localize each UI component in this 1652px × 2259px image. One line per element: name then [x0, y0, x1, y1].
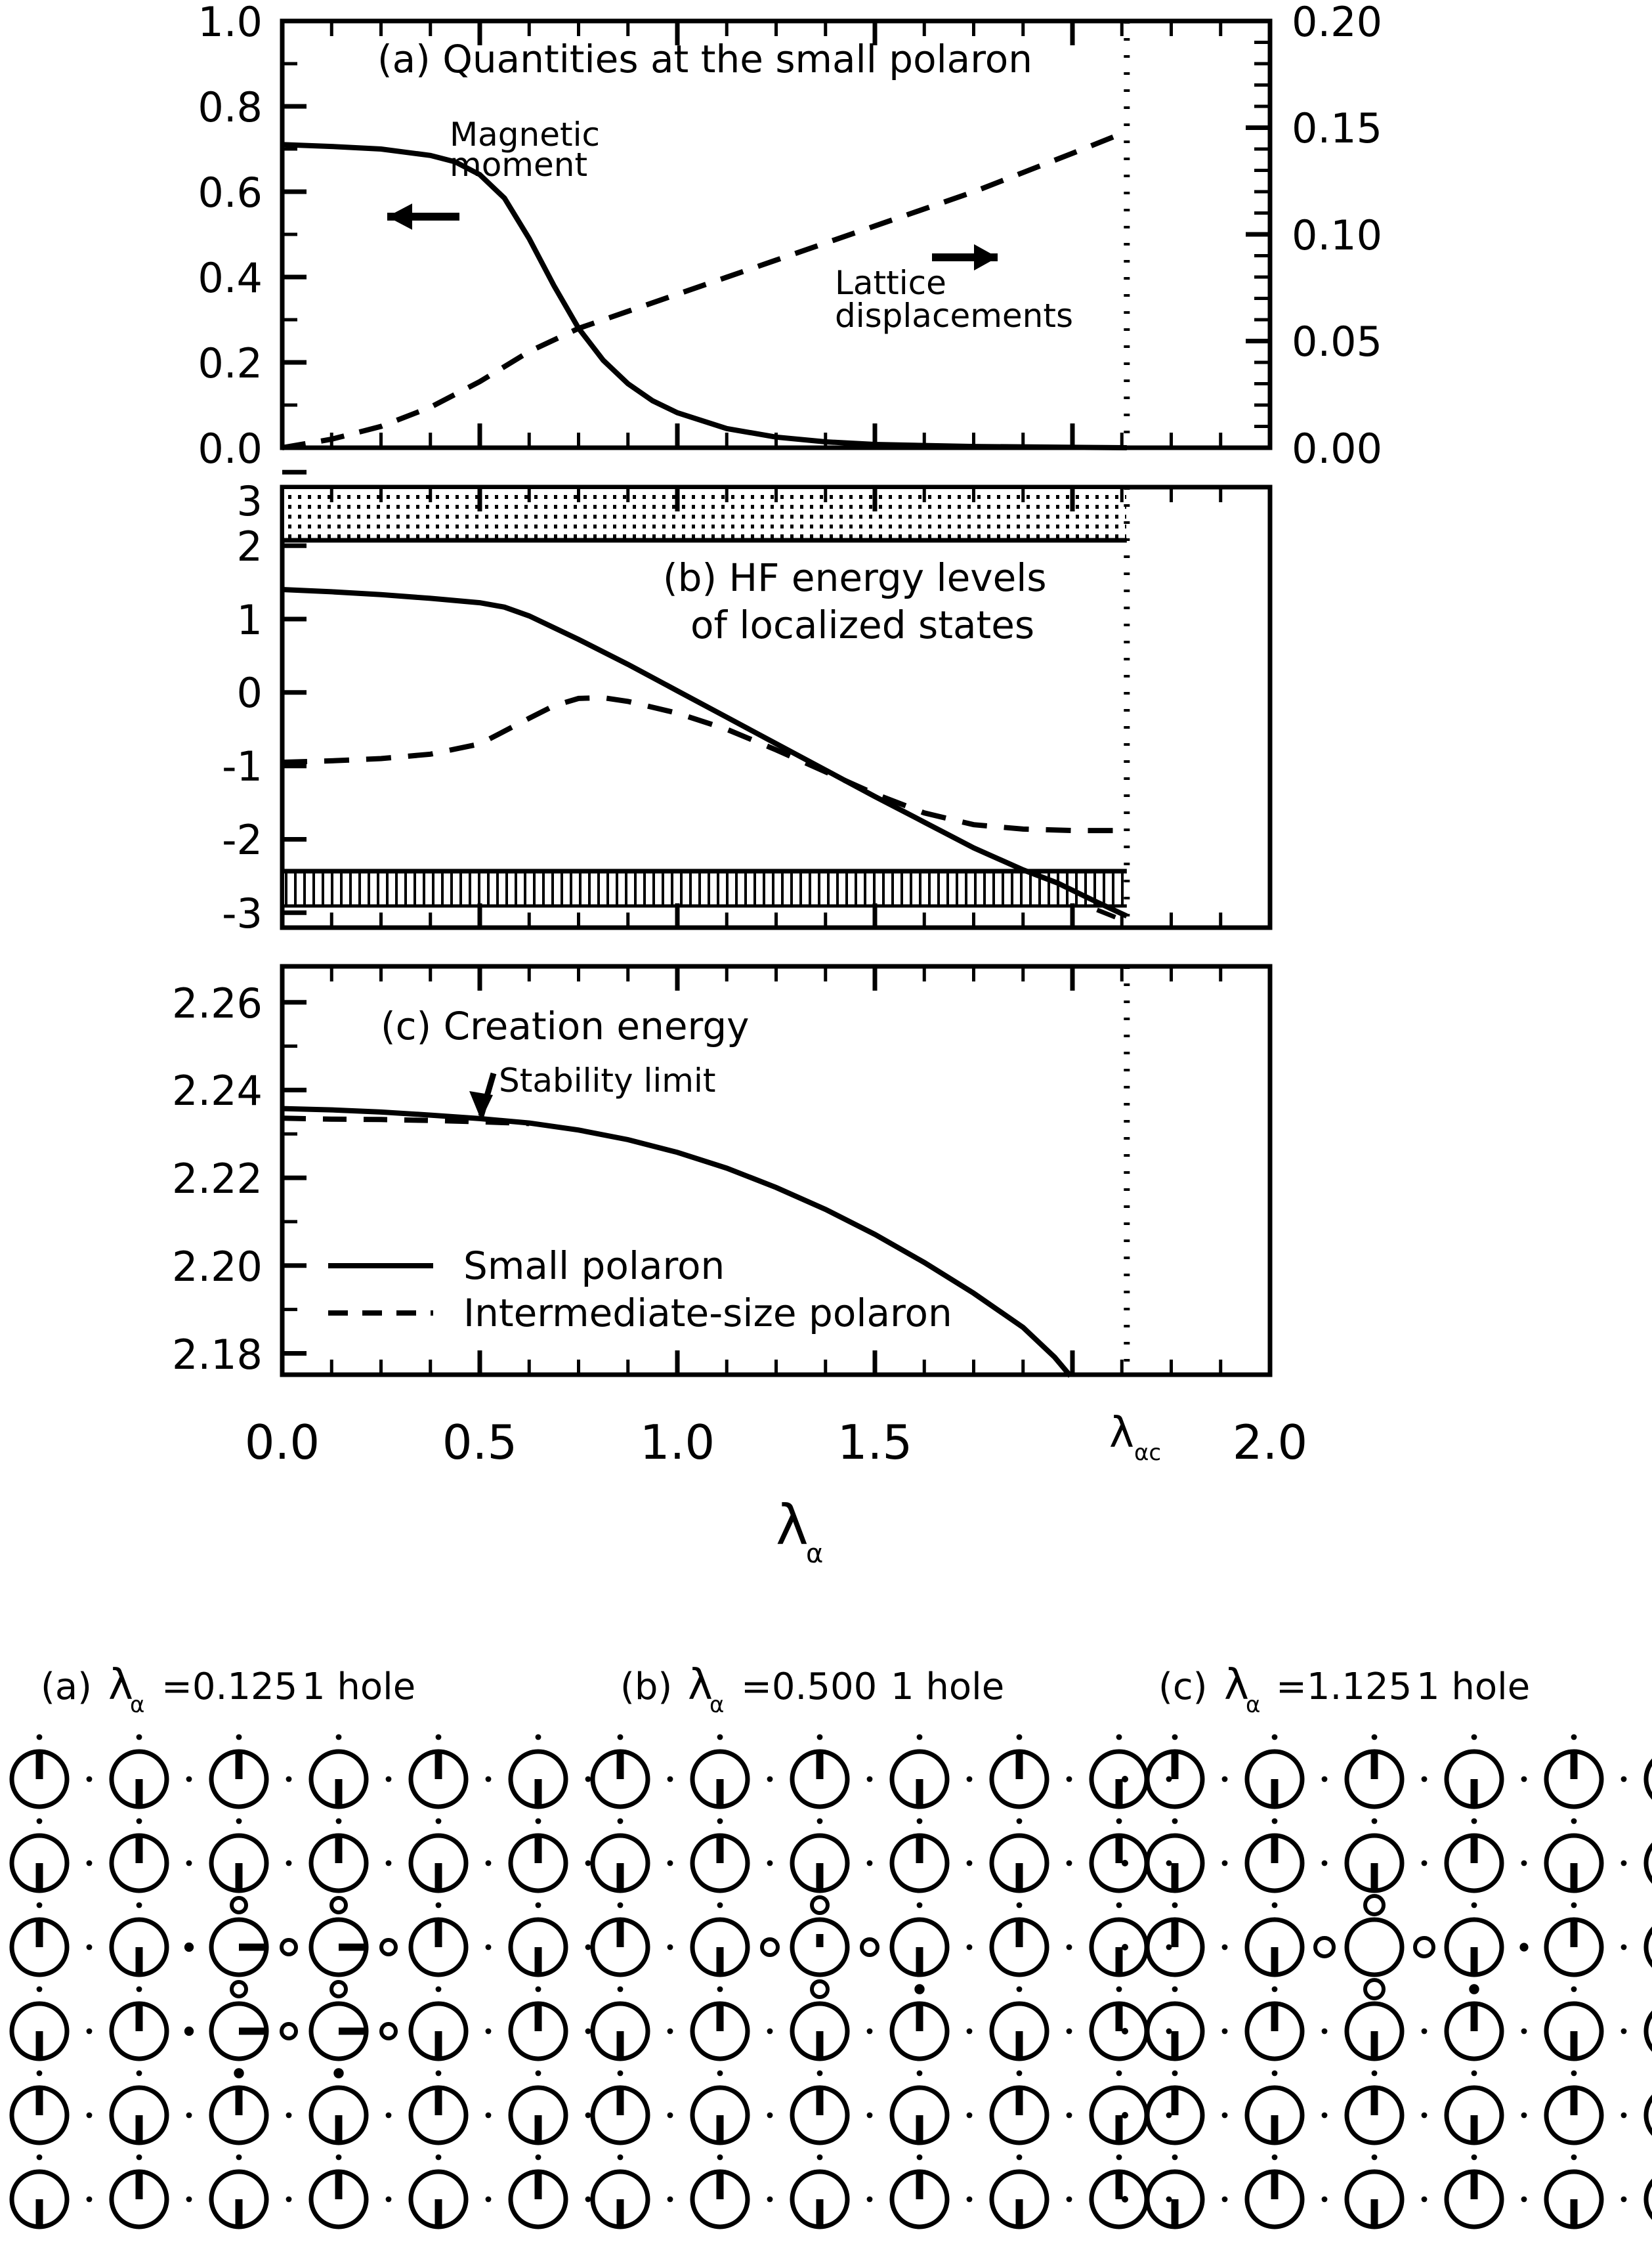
lattice-oxygen-site [536, 1903, 541, 1908]
panel-c-title: (c) Creation energy [381, 1004, 750, 1048]
lattice-oxygen-site [767, 2029, 773, 2034]
lattice-oxygen-site [1116, 1734, 1122, 1740]
lattice-oxygen-site [1017, 1818, 1023, 1824]
lattice-oxygen-site [137, 1903, 142, 1908]
lattice-oxygen-site [186, 2113, 192, 2119]
lattice-oxygen-site [585, 1776, 591, 1782]
panel-b-ytick-3: 0 [236, 669, 263, 717]
lattice-oxygen-site [585, 2029, 591, 2034]
panel-a-ytick-5: 1.0 [198, 0, 263, 46]
lattice-oxygen-site [618, 1903, 624, 1908]
lattice-oxygen-site [87, 1861, 93, 1866]
lattice-oxygen-site [867, 1861, 873, 1866]
series-b-intermediate-polaron [282, 698, 1127, 830]
lattice-a-lambda-sub: α [130, 1692, 145, 1718]
lattice-oxygen-site [1116, 2155, 1122, 2161]
lattice-oxygen-site [1166, 1861, 1172, 1866]
lattice-site-circle [1646, 2004, 1652, 2059]
lattice-oxygen-site [1017, 1987, 1023, 1992]
lattice-oxygen-site [1067, 1945, 1072, 1950]
lattice-oxygen-site [717, 1734, 723, 1740]
lattice-oxygen-site [486, 2029, 492, 2034]
lattice-oxygen-site [186, 1861, 192, 1866]
lattice-oxygen-displaced [381, 2024, 396, 2038]
lattice-oxygen-site [333, 2068, 343, 2078]
lattice-header-c [1158, 1661, 1530, 1718]
lattice-panel-b [593, 1734, 1172, 2227]
lattice-oxygen-site [867, 2113, 873, 2119]
panel-c [172, 966, 1270, 1379]
series-lattice-displacement [282, 131, 1127, 448]
lattice-oxygen-site [767, 1861, 773, 1866]
lattice-oxygen-site [967, 2113, 973, 2119]
lattice-oxygen-site [1472, 1818, 1477, 1824]
xtick-critical-sub: αc [1134, 1440, 1162, 1466]
lattice-oxygen-site [137, 1987, 142, 1992]
lattice-oxygen-site [1122, 1944, 1128, 1950]
lattice-oxygen-site [436, 1903, 442, 1908]
lattice-oxygen-site [486, 1945, 492, 1950]
lattice-a-prefix: (a) [41, 1666, 93, 1708]
lattice-c-value: =1.125 [1276, 1666, 1412, 1708]
lattice-oxygen-site [967, 2029, 973, 2034]
lattice-oxygen-site [1621, 2113, 1627, 2119]
lattice-oxygen-site [717, 1818, 723, 1824]
lattice-oxygen-site [1122, 1776, 1128, 1782]
lattice-oxygen-site [1272, 1818, 1278, 1824]
lattice-oxygen-site [618, 1987, 624, 1992]
lattice-oxygen-site [1116, 1903, 1122, 1908]
lattice-oxygen-displaced [1415, 1938, 1433, 1956]
lattice-oxygen-site [585, 2197, 591, 2203]
panel-a-ytick-1: 0.2 [198, 339, 263, 387]
lattice-oxygen-site [1521, 1861, 1527, 1866]
lattice-oxygen-site [87, 2029, 93, 2034]
lattice-oxygen-site [436, 2155, 442, 2161]
panel-a [198, 0, 1382, 473]
lattice-oxygen-site [1372, 2155, 1378, 2161]
lattice-oxygen-site [1571, 1818, 1577, 1824]
lattice-oxygen-site [1571, 2155, 1577, 2161]
lattice-oxygen-displaced [381, 1940, 396, 1954]
lattice-oxygen-site [1116, 2071, 1122, 2076]
lattice-diagrams [12, 1734, 1652, 2227]
lattice-oxygen-site [1521, 2197, 1527, 2203]
lattice-oxygen-site [967, 2197, 973, 2203]
lattice-oxygen-site [917, 1903, 923, 1908]
lattice-oxygen-site [1621, 1776, 1627, 1782]
lattice-oxygen-site [1372, 1734, 1378, 1740]
lattice-oxygen-site [1122, 2196, 1128, 2203]
lattice-oxygen-site [867, 2029, 873, 2034]
lattice-oxygen-displaced [232, 1982, 246, 1996]
lattice-oxygen-site [667, 1945, 673, 1950]
lattice-oxygen-site [1017, 1903, 1023, 1908]
lattice-oxygen-site [1422, 2113, 1428, 2119]
lattice-header-b [620, 1661, 1004, 1718]
lattice-oxygen-site [767, 2197, 773, 2203]
lattice-oxygen-site [917, 1818, 923, 1824]
lattice-oxygen-site [618, 1734, 624, 1740]
lattice-oxygen-site [1472, 1734, 1477, 1740]
panel-a-y2tick-2: 0.10 [1292, 211, 1383, 259]
lattice-c-lambda-sub: α [1246, 1692, 1261, 1718]
lattice-oxygen-site [37, 2071, 43, 2076]
panel-c-left-major-ticks [282, 1002, 307, 1354]
lattice-oxygen-site [436, 2071, 442, 2076]
lattice-oxygen-displaced [812, 1897, 828, 1913]
lattice-oxygen-displaced [282, 1940, 296, 1954]
lattice-oxygen-site [1166, 1945, 1172, 1950]
lattice-b-prefix: (b) [620, 1666, 673, 1708]
lattice-oxygen-site [1571, 2071, 1577, 2076]
lattice-oxygen-site [1172, 1903, 1178, 1908]
lattice-oxygen-site [286, 1861, 292, 1866]
lattice-site-circle [1646, 2088, 1652, 2143]
lattice-site-circle [1646, 1752, 1652, 1807]
panel-c-ytick-3: 2.24 [171, 1067, 263, 1115]
panel-a-ytick-3: 0.6 [198, 169, 263, 217]
panel-a-y2tick-0: 0.00 [1292, 425, 1383, 473]
lattice-oxygen-site [1322, 1861, 1328, 1866]
panel-b [222, 472, 1270, 937]
lattice-site-circle [1646, 1836, 1652, 1891]
lattice-site-circle [1646, 1920, 1652, 1975]
lattice-oxygen-site [817, 1818, 823, 1824]
lattice-oxygen-site [137, 2071, 142, 2076]
lattice-oxygen-site [1166, 2113, 1172, 2119]
lattice-oxygen-site [1222, 1945, 1228, 1950]
lattice-oxygen-displaced [1315, 1938, 1334, 1956]
panel-a-annotation-lattice-1: Lattice [835, 264, 946, 302]
lattice-oxygen-site [1122, 1860, 1128, 1866]
lattice-oxygen-site [917, 2071, 923, 2076]
lattice-oxygen-site [1621, 2197, 1627, 2203]
lattice-oxygen-site [236, 2155, 242, 2161]
lattice-oxygen-site [1519, 1943, 1528, 1951]
lattice-oxygen-site [1067, 2113, 1072, 2119]
lattice-oxygen-site [1422, 2197, 1428, 2203]
lattice-oxygen-site [37, 1987, 43, 1992]
lattice-oxygen-site [1067, 1776, 1072, 1782]
x-axis-label-sub: α [806, 1539, 824, 1569]
panel-b-ytick-5: 2 [236, 523, 263, 570]
lattice-oxygen-displaced [862, 1939, 878, 1955]
lattice-oxygen-site [1067, 2197, 1072, 2203]
panel-b-conduction-band [284, 489, 1126, 540]
lattice-oxygen-site [536, 2071, 541, 2076]
lattice-oxygen-site [717, 2155, 723, 2161]
panel-a-annotation-magnetic-2: moment [450, 146, 588, 184]
lattice-oxygen-displaced [1365, 1896, 1384, 1914]
lattice-b-lambda-sub: α [710, 1692, 725, 1718]
lattice-oxygen-site [1521, 1776, 1527, 1782]
lattice-c-lambda: λ [1224, 1661, 1249, 1710]
lattice-oxygen-site [1017, 1734, 1023, 1740]
lattice-oxygen-site [1166, 2197, 1172, 2203]
series-c-small-polaron [282, 1109, 1070, 1377]
lattice-oxygen-site [137, 2155, 142, 2161]
lattice-oxygen-site [1122, 2028, 1128, 2034]
lattice-oxygen-site [817, 2155, 823, 2161]
lattice-oxygen-site [967, 1861, 973, 1866]
panel-a-annotation-lattice-2: displacements [835, 297, 1074, 335]
lattice-oxygen-site [817, 2071, 823, 2076]
lattice-oxygen-displaced [282, 2024, 296, 2038]
lattice-oxygen-site [87, 1945, 93, 1950]
x-axis-label-base: λ [776, 1493, 809, 1557]
panel-c-ytick-1: 2.20 [171, 1243, 263, 1291]
lattice-oxygen-site [1067, 2029, 1072, 2034]
lattice-oxygen-site [286, 1776, 292, 1782]
lattice-c-holes: 1 hole [1416, 1666, 1531, 1708]
panel-b-ytick-2: -1 [222, 742, 263, 790]
panel-a-ytick-2: 0.4 [198, 254, 263, 302]
lattice-oxygen-site [336, 2155, 342, 2161]
lattice-oxygen-site [1621, 2029, 1627, 2034]
lattice-oxygen-site [1469, 1984, 1479, 1994]
lattice-oxygen-site [37, 2155, 43, 2161]
lattice-oxygen-site [1222, 1776, 1228, 1782]
lattice-oxygen-site [667, 1861, 673, 1866]
panel-b-ytick-4: 1 [236, 596, 263, 644]
lattice-oxygen-site [486, 2197, 492, 2203]
lattice-oxygen-site [967, 1945, 973, 1950]
lattice-c-prefix: (c) [1158, 1666, 1208, 1708]
lattice-oxygen-site [767, 1776, 773, 1782]
lattice-oxygen-site [1122, 2112, 1128, 2119]
lattice-oxygen-site [184, 2027, 194, 2036]
lattice-oxygen-displaced [812, 1981, 828, 1997]
lattice-oxygen-site [1621, 1945, 1627, 1950]
panel-c-annotation-stability: Stability limit [499, 1062, 716, 1100]
lattice-oxygen-site [1172, 1734, 1178, 1740]
lattice-oxygen-site [87, 2113, 93, 2119]
lattice-site-circle [1347, 1920, 1402, 1975]
lattice-oxygen-displaced [232, 1898, 246, 1912]
lattice-oxygen-site [87, 2197, 93, 2203]
panel-b-frame [282, 487, 1270, 928]
lattice-a-lambda: λ [108, 1661, 133, 1710]
lattice-oxygen-site [1067, 1861, 1072, 1866]
lattice-oxygen-site [917, 2155, 923, 2161]
lattice-oxygen-site [286, 2197, 292, 2203]
lattice-site-circle [1646, 2172, 1652, 2227]
xtick-2: 1.0 [639, 1415, 715, 1470]
lattice-oxygen-site [37, 1734, 43, 1740]
lattice-oxygen-site [1322, 2197, 1328, 2203]
lattice-oxygen-site [618, 1818, 624, 1824]
stability-arrow-icon [469, 1073, 494, 1120]
lattice-oxygen-site [1116, 1987, 1122, 1992]
lattice-panel-c [1122, 1734, 1652, 2227]
left-arrow-icon [387, 204, 459, 230]
lattice-oxygen-site [1017, 2155, 1023, 2161]
lattice-oxygen-site [1172, 2071, 1178, 2076]
xtick-0: 0.0 [244, 1415, 320, 1470]
lattice-oxygen-site [336, 1818, 342, 1824]
lattice-oxygen-displaced [762, 1939, 778, 1955]
panel-b-valence-band [284, 871, 1126, 906]
lattice-oxygen-site [867, 2197, 873, 2203]
panel-c-ytick-2: 2.22 [171, 1155, 263, 1203]
lattice-oxygen-site [1272, 1903, 1278, 1908]
lattice-panel-a [12, 1734, 591, 2227]
lattice-oxygen-site [184, 1943, 194, 1952]
lattice-oxygen-site [386, 2113, 392, 2119]
panel-c-ytick-0: 2.18 [171, 1331, 263, 1379]
lattice-oxygen-site [137, 1734, 142, 1740]
lattice-oxygen-site [1571, 1903, 1577, 1908]
lattice-oxygen-site [137, 1818, 142, 1824]
lattice-oxygen-site [386, 1861, 392, 1866]
panel-b-title-line1: (b) HF energy levels [663, 555, 1047, 600]
lattice-oxygen-site [186, 2197, 192, 2203]
panel-a-title: (a) Quantities at the small polaron [377, 37, 1033, 81]
lattice-oxygen-site [1571, 1987, 1577, 1992]
lattice-oxygen-site [667, 2029, 673, 2034]
lattice-oxygen-site [486, 1861, 492, 1866]
lattice-oxygen-site [1372, 1818, 1378, 1824]
panel-a-ytick-4: 0.8 [198, 83, 263, 131]
xtick-3: 1.5 [837, 1415, 913, 1470]
lattice-oxygen-site [1571, 1734, 1577, 1740]
panel-b-title-line2: of localized states [690, 603, 1035, 647]
lattice-oxygen-site [386, 2197, 392, 2203]
lattice-oxygen-site [967, 1776, 973, 1782]
lattice-oxygen-site [1372, 2071, 1378, 2076]
lattice-oxygen-site [1422, 1776, 1428, 1782]
lattice-oxygen-site [618, 2155, 624, 2161]
lattice-oxygen-site [1172, 2155, 1178, 2161]
lattice-oxygen-site [1166, 2029, 1172, 2034]
panel-a-y2tick-1: 0.05 [1292, 318, 1383, 366]
panel-a-y2tick-4: 0.20 [1292, 0, 1383, 46]
lattice-oxygen-site [585, 2113, 591, 2119]
lattice-oxygen-site [486, 2113, 492, 2119]
panel-a-ytick-0: 0.0 [198, 425, 263, 473]
lattice-oxygen-site [436, 1734, 442, 1740]
lattice-b-holes: 1 hole [891, 1666, 1005, 1708]
lattice-oxygen-site [536, 1734, 541, 1740]
lattice-oxygen-site [286, 2113, 292, 2119]
lattice-oxygen-site [1322, 2113, 1328, 2119]
lattice-oxygen-site [386, 1776, 392, 1782]
lattice-oxygen-site [236, 1734, 242, 1740]
x-axis-tick-labels [245, 1409, 1308, 1470]
lattice-oxygen-site [817, 1734, 823, 1740]
lattice-oxygen-site [1272, 2071, 1278, 2076]
lattice-oxygen-site [436, 1987, 442, 1992]
lattice-oxygen-site [1166, 1776, 1172, 1782]
panel-c-legend [328, 1243, 952, 1335]
panel-a-frame [282, 21, 1270, 448]
lattice-oxygen-site [1472, 1903, 1477, 1908]
panel-b-ytick-1: -2 [222, 816, 263, 864]
lattice-oxygen-displaced [331, 1982, 346, 1996]
lattice-oxygen-site [1621, 1861, 1627, 1866]
lattice-oxygen-site [1422, 1861, 1428, 1866]
lattice-oxygen-site [1172, 1987, 1178, 1992]
lattice-oxygen-site [536, 1987, 541, 1992]
lattice-oxygen-displaced [1365, 1980, 1384, 1998]
xtick-4: 2.0 [1232, 1415, 1308, 1470]
lattice-oxygen-site [1322, 1776, 1328, 1782]
lattice-b-lambda: λ [688, 1661, 713, 1710]
lattice-oxygen-site [1222, 2029, 1228, 2034]
lattice-oxygen-site [1472, 2155, 1477, 2161]
lattice-oxygen-site [667, 2113, 673, 2119]
lattice-oxygen-site [536, 2155, 541, 2161]
lattice-oxygen-site [486, 1776, 492, 1782]
lattice-oxygen-site [1472, 2071, 1477, 2076]
lattice-oxygen-site [667, 1776, 673, 1782]
xtick-critical-base: λ [1109, 1409, 1134, 1457]
lattice-oxygen-site [585, 1945, 591, 1950]
lattice-a-value: =0.125 [161, 1666, 298, 1708]
lattice-oxygen-site [1222, 1861, 1228, 1866]
lattice-oxygen-site [914, 1984, 924, 1994]
lattice-oxygen-site [717, 1987, 723, 1992]
lattice-oxygen-site [1422, 2029, 1428, 2034]
lattice-oxygen-site [1272, 1734, 1278, 1740]
lattice-oxygen-site [436, 1818, 442, 1824]
lattice-oxygen-site [236, 1818, 242, 1824]
lattice-a-holes: 1 hole [302, 1666, 416, 1708]
lattice-oxygen-site [585, 1861, 591, 1866]
lattice-oxygen-site [1116, 1818, 1122, 1824]
lattice-b-value: =0.500 [741, 1666, 878, 1708]
lattice-oxygen-site [87, 1776, 93, 1782]
panel-c-ytick-4: 2.26 [171, 979, 263, 1027]
lattice-oxygen-site [1272, 1987, 1278, 1992]
lattice-oxygen-site [917, 1734, 923, 1740]
lattice-oxygen-site [1017, 2071, 1023, 2076]
lattice-oxygen-site [717, 1903, 723, 1908]
panel-b-ytick-6: 3 [236, 477, 263, 525]
lattice-oxygen-site [1222, 2113, 1228, 2119]
lattice-oxygen-site [1322, 2029, 1328, 2034]
legend-label-intermediate-polaron: Intermediate-size polaron [463, 1291, 952, 1335]
lattice-oxygen-site [234, 2068, 244, 2078]
lattice-oxygen-site [1172, 1818, 1178, 1824]
lattice-oxygen-site [37, 1818, 43, 1824]
panel-b-ytick-0: -3 [222, 890, 263, 937]
lattice-oxygen-site [867, 1776, 873, 1782]
lattice-oxygen-displaced [331, 1898, 346, 1912]
lattice-oxygen-site [336, 1734, 342, 1740]
panel-a-y2tick-3: 0.15 [1292, 104, 1383, 152]
panel-a-annotation-magnetic-1: Magnetic [450, 116, 600, 154]
lattice-oxygen-site [1521, 2113, 1527, 2119]
legend-label-small-polaron: Small polaron [463, 1243, 725, 1288]
xtick-1: 0.5 [442, 1415, 518, 1470]
lattice-oxygen-site [1222, 2197, 1228, 2203]
lattice-oxygen-site [536, 1818, 541, 1824]
lattice-header-a [41, 1661, 415, 1718]
x-axis-label [776, 1493, 823, 1569]
lattice-oxygen-site [1272, 2155, 1278, 2161]
lattice-oxygen-site [37, 1903, 43, 1908]
lattice-oxygen-site [717, 2071, 723, 2076]
lattice-oxygen-site [618, 2071, 624, 2076]
lattice-oxygen-site [767, 2113, 773, 2119]
lattice-oxygen-site [667, 2197, 673, 2203]
lattice-oxygen-site [1521, 2029, 1527, 2034]
lattice-oxygen-site [186, 1776, 192, 1782]
